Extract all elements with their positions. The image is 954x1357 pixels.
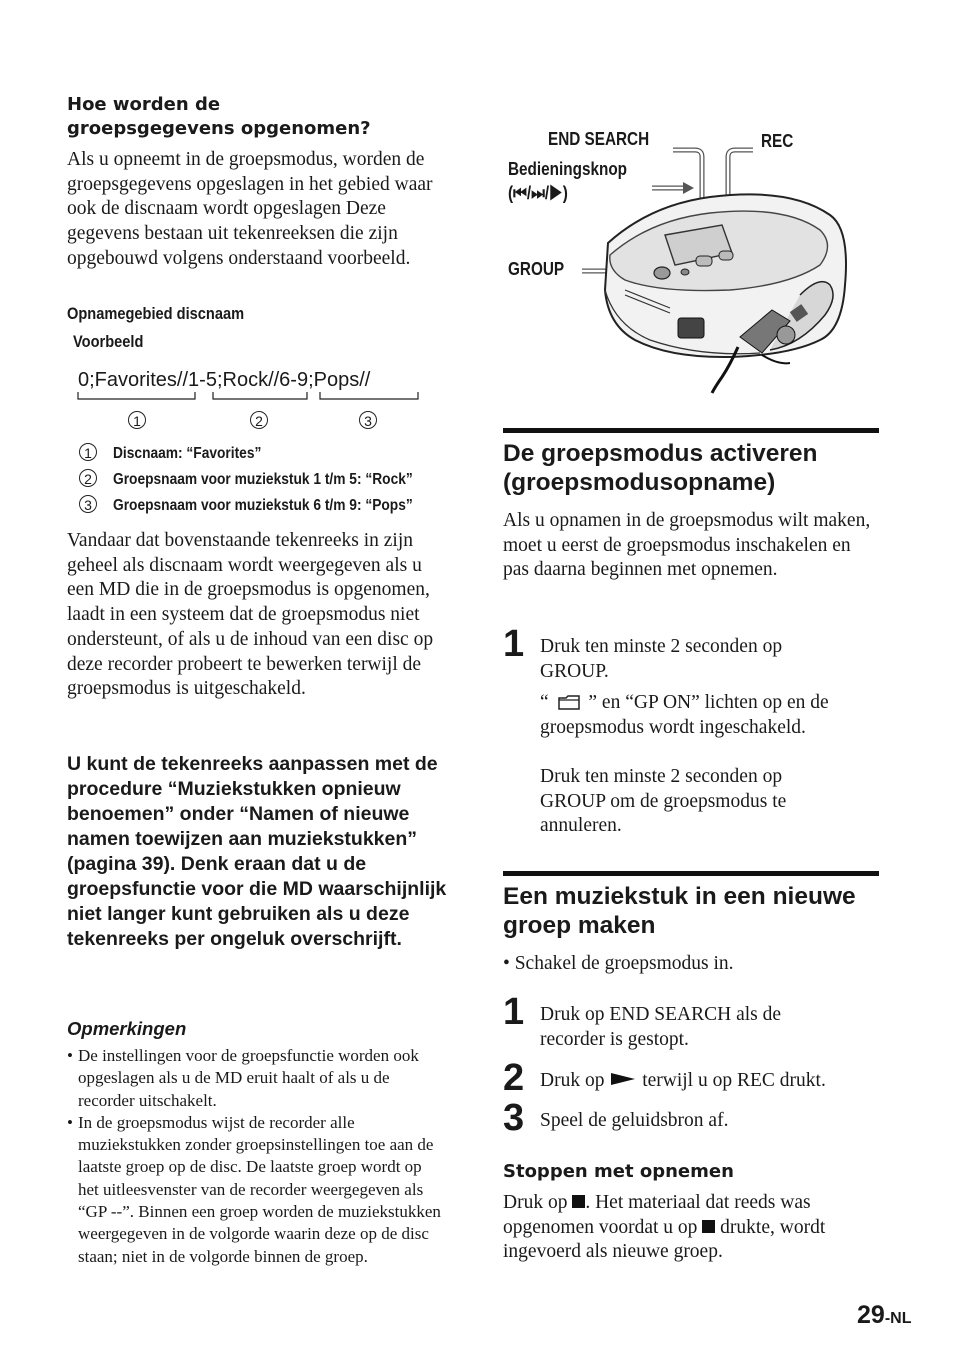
stop-mid: . Het materiaal dat reeds was opgenomen voordat u op (503, 1192, 811, 1238)
marker-3: 3 (359, 411, 377, 429)
step2-pre: Druk op (540, 1070, 605, 1091)
step1-info-rest: ” en “GP ON” lichten op en de groepsmodus wordt ingeschakeld. (540, 692, 829, 738)
page-number-suffix: -NL (884, 1310, 912, 1327)
note-item: • De instellingen voor de groepsfunctie worden ook opgeslagen als u de MD eruit haalt of als u de recorder uitschakelt. (67, 1045, 445, 1112)
section2-title-line1: Een muziekstuk in een nieuwe (503, 883, 856, 910)
stop-title: Stoppen met opnemen (503, 1161, 734, 1182)
step1-number: 1 (503, 623, 525, 665)
group-folder-icon (556, 693, 582, 711)
step-text-3: Speel de geluidsbron af. (540, 1110, 729, 1131)
stop-icon (572, 1195, 585, 1208)
stop-icon (702, 1220, 715, 1233)
heading-line-1: Hoe worden de (67, 94, 221, 115)
section1-title-line1: De groepsmodus activeren (503, 440, 818, 467)
stop-post: drukte, wordt ingevoerd als nieuwe groep. (503, 1216, 826, 1263)
left-heading (67, 93, 447, 141)
section2-title-line2: groep maken (503, 912, 656, 939)
heading-line-2: groepsgegevens opgenomen? (67, 118, 371, 139)
section-rule-2 (503, 871, 879, 876)
stop-pre: Druk op (503, 1192, 568, 1213)
example-string: 0;Favorites//1-5;Rock//6-9;Pops// (78, 369, 371, 391)
play-icon (609, 1071, 637, 1087)
bold-note: U kunt de tekenreeks aanpassen met de procedure “Muziekstukken opnieuw benoemen” onder “Namen of nieuwe namen toewijzen aan muziekstukken” (pagina 39). Denk eraan dat u de groepsfunctie voor die MD waarschijnlijk niet langer kunt gebruiken als u deze tekenreeks per ongeluk overschrijft. (67, 753, 447, 950)
bullet-text: Schakel de groepsmodus in. (514, 953, 734, 974)
example-brackets (70, 390, 430, 404)
legend-text: Groepsnaam voor muziekstuk 6 t/m 9: “Pops” (113, 497, 413, 514)
legend-row-2 (79, 469, 413, 489)
notes-title: Opmerkingen (67, 1018, 187, 1039)
rec-label: REC (761, 131, 794, 151)
legend-marker: 3 (79, 495, 97, 513)
page-number-value: 29 (857, 1301, 885, 1329)
example-label: Voorbeeld (73, 332, 144, 351)
legend-text: Discnaam: “Favorites” (113, 445, 262, 462)
intro-paragraph: Als u opneemt in de groepsmodus, worden de groepsgegevens opgeslagen in het gebied waar ook de discnaam wordt opgeslagen Deze gegevens bestaan uit tekenreeksen die zijn opgebouwd volgens onderstaand voorbeeld. (67, 149, 433, 269)
legend-text: Groepsnaam voor muziekstuk 1 t/m 5: “Rock” (113, 471, 413, 488)
step-number-3: 3 (503, 1097, 525, 1139)
legend-marker: 1 (79, 443, 97, 461)
section-rule-1 (503, 428, 879, 433)
stop-heading (503, 1160, 734, 1184)
stop-paragraph (503, 1191, 881, 1265)
paragraph-2: Vandaar dat bovenstaande tekenreeks in zijn geheel als discnaam wordt weergegeven als u een MD die in de groepsmodus is opgenomen, laadt in een systeem dat de groepsmodus niet ondersteunt, of als u de inhoud van een disc op deze recorder probeert te bewerken terwijl de groepsmodus is uitgeschakeld. (67, 530, 434, 700)
control-knob-label: Bedieningsknop (508, 159, 628, 179)
legend-row-1 (79, 443, 262, 463)
marker-1: 1 (128, 411, 146, 429)
section1-intro: Als u opnamen in de groepsmodus wilt maken, moet u eerst de groepsmodus inschakelen en pas daarna beginnen met opnemen. (503, 510, 871, 581)
device-diagram (500, 125, 890, 400)
step-number-1: 1 (503, 991, 525, 1033)
note-item: • In de groepsmodus wijst de recorder alle muziekstukken zonder groepsinstellingen toe aan de laatste groep op de disc. De laatste groep wordt op het uitleesvenster van de recorder weergegeven als “GP --”. Binnen een groep worden de muziekstukken weergegeven in de volgorde waarin deze op de disc staan; niet in de volgorde binnen de groep. (67, 1112, 445, 1268)
step1-info-open: “ (540, 692, 549, 713)
area-label: Opnamegebied discnaam (67, 304, 245, 323)
section2-title (503, 882, 883, 940)
step-text-2 (540, 1069, 826, 1094)
group-label: GROUP (508, 259, 565, 279)
page-number (857, 1301, 911, 1330)
step-number-2: 2 (503, 1057, 525, 1099)
end-search-label: END SEARCH (548, 129, 650, 149)
marker-2: 2 (250, 411, 268, 429)
step1-text: Druk ten minste 2 seconden op GROUP. (540, 636, 783, 682)
section1-title (503, 439, 883, 497)
step-text-1: Druk op END SEARCH als de recorder is gestopt. (540, 1004, 782, 1050)
step1-cancel: Druk ten minste 2 seconden op GROUP om de groepsmodus te annuleren. (540, 766, 787, 837)
notes-list (67, 1045, 445, 1268)
step2-post: terwijl u op REC drukt. (642, 1070, 826, 1091)
control-knob-keys: (⏮/⏭/▶) (508, 183, 568, 203)
section2-bullet (503, 952, 734, 977)
section1-title-line2: (groepsmodusopname) (503, 469, 776, 496)
bullet-dot: • (503, 953, 515, 974)
step1-info (540, 691, 880, 740)
legend-marker: 2 (79, 469, 97, 487)
legend-row-3 (79, 495, 413, 515)
